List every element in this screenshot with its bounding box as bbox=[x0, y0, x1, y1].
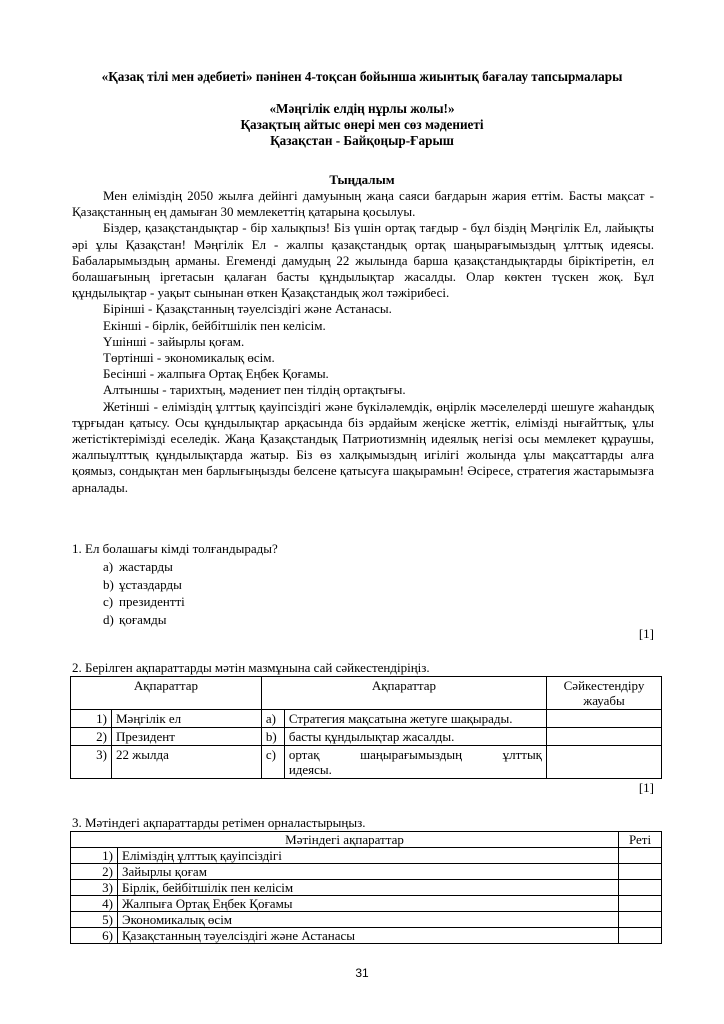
title-line-3: Қазақстан - Байқоңыр-Ғарыш bbox=[270, 133, 454, 148]
option-text: қоғамды bbox=[119, 611, 167, 627]
order-cell[interactable] bbox=[619, 896, 662, 912]
title-line-1: «Мәңгілік елдің нұрлы жолы!» bbox=[269, 101, 455, 116]
value-item-4: Төртінші - экономикалық өсім. bbox=[103, 350, 275, 366]
table-row bbox=[71, 710, 662, 728]
right-item: басты құндылықтар жасалды. bbox=[284, 728, 546, 746]
page-number: 31 bbox=[355, 966, 369, 980]
header-order: Реті bbox=[619, 832, 662, 848]
text-paragraph-1: Мен еліміздің 2050 жылға дейінгі дамуының жаңа саяси бағдарын жария еттім. Басты мақсат - Қазақстанның ең дамыған 30 мемлекеттің қатарына қосылуы. bbox=[72, 188, 654, 220]
option-letter: a) bbox=[103, 559, 114, 574]
answer-cell[interactable] bbox=[547, 710, 662, 728]
option-d[interactable] bbox=[103, 611, 185, 629]
row-number: 3) bbox=[71, 746, 112, 779]
option-text: президентті bbox=[119, 594, 185, 609]
row-text: Бірлік, бейбітшілік пен келісім bbox=[118, 880, 619, 896]
table-header-row bbox=[71, 677, 662, 710]
right-item-line-2: идеясы. bbox=[288, 762, 332, 777]
value-item-2: Екінші - бірлік, бейбітшілік пен келісім. bbox=[103, 317, 326, 333]
row-text: Зайырлы қоғам bbox=[118, 864, 619, 880]
matching-table bbox=[70, 676, 662, 779]
question-2: 2. Берілген ақпараттарды мәтін мазмұнына сай сәйкестендіріңіз. bbox=[72, 660, 430, 675]
option-letter: c) bbox=[103, 594, 114, 609]
row-number: 6) bbox=[71, 928, 118, 944]
row-text: Жалпыға Ортақ Еңбек Қоғамы bbox=[118, 896, 619, 912]
question-3: 3. Мәтіндегі ақпараттарды ретімен орналастырыңыз. bbox=[72, 815, 366, 830]
value-item-1: Бірінші - Қазақстанның тәуелсіздігі және Астанасы. bbox=[103, 301, 392, 317]
order-cell[interactable] bbox=[619, 928, 662, 944]
row-number: 1) bbox=[71, 710, 112, 728]
question-1-score: [1] bbox=[638, 626, 654, 641]
question-1: 1. Ел болашағы кімді толғандырады? bbox=[72, 541, 278, 556]
value-item-6: Алтыншы - тарихтың, мәдениет пен тілдің ортақтығы. bbox=[103, 382, 406, 398]
main-title: «Қазақ тілі мен әдебиеті» пәнінен 4-тоқсан бойынша жиынтық бағалау тапсырмалары bbox=[101, 69, 623, 84]
listening-text bbox=[72, 188, 654, 496]
row-number: 5) bbox=[71, 912, 118, 928]
question-2-score: [1] bbox=[638, 780, 654, 795]
left-item: 22 жылда bbox=[112, 746, 262, 779]
left-item: Президент bbox=[112, 728, 262, 746]
row-letter: b) bbox=[261, 728, 284, 746]
left-item: Мәңгілік ел bbox=[112, 710, 262, 728]
option-a[interactable] bbox=[103, 558, 185, 576]
right-item-line-1: ортақ шаңырағымыздың ұлттық bbox=[288, 747, 542, 762]
option-text: жастарды bbox=[119, 559, 173, 574]
row-text: Еліміздің ұлттық қауіпсіздігі bbox=[118, 848, 619, 864]
option-text: ұстаздарды bbox=[119, 576, 182, 592]
text-paragraph-2: Біздер, қазақстандықтар - бір халықпыз! Біз үшін ортақ тағдыр - бұл біздің Мәңгілік Ел, лайықты әрі ұлы Қазақстан! Мәңгілік Ел - жалпы қазақстандық ортақ шаңырағымыздың ұлттық идеясы. Бабаларымыздың арманы. Егеменді дамудың 22 жылында барша қазақстандықтарды біріктіретін, ел болашағының іргетасын қалаған басты құндылықтар жасалды. Олар көктен түскен жоқ. Бұл құндылықтар - уақыт сынынан өткен Қазақстандық жол тәжірибесі. bbox=[72, 220, 654, 301]
section-title: Тыңдалым bbox=[329, 172, 395, 187]
question-1-options bbox=[103, 558, 185, 628]
order-cell[interactable] bbox=[619, 864, 662, 880]
table-row bbox=[71, 912, 662, 928]
row-text: Экономикалық өсім bbox=[118, 912, 619, 928]
value-item-5: Бесінші - жалпыға Ортақ Еңбек Қоғамы. bbox=[103, 366, 329, 382]
answer-cell[interactable] bbox=[547, 728, 662, 746]
header-answer: Сәйкестендіру жауабы bbox=[547, 677, 662, 710]
order-table bbox=[70, 831, 662, 944]
order-cell[interactable] bbox=[619, 880, 662, 896]
row-number: 3) bbox=[71, 880, 118, 896]
row-letter: c) bbox=[261, 746, 284, 779]
row-letter: a) bbox=[261, 710, 284, 728]
table-row bbox=[71, 928, 662, 944]
table-row bbox=[71, 746, 662, 779]
table-row bbox=[71, 880, 662, 896]
order-cell[interactable] bbox=[619, 912, 662, 928]
right-item bbox=[284, 746, 546, 779]
value-item-3: Үшінші - зайырлы қоғам. bbox=[103, 333, 245, 349]
title-line-2: Қазақтың айтыс өнері мен сөз мәдениеті bbox=[240, 117, 484, 132]
table-row bbox=[71, 864, 662, 880]
row-number: 4) bbox=[71, 896, 118, 912]
row-text: Қазақстанның тәуелсіздігі және Астанасы bbox=[118, 928, 619, 944]
option-letter: d) bbox=[103, 611, 114, 627]
table-header-row bbox=[71, 832, 662, 848]
title-block bbox=[60, 101, 664, 149]
option-c[interactable] bbox=[103, 593, 185, 611]
row-number: 2) bbox=[71, 728, 112, 746]
order-cell[interactable] bbox=[619, 848, 662, 864]
option-b[interactable] bbox=[103, 576, 185, 594]
table-row bbox=[71, 728, 662, 746]
header-info-right: Ақпараттар bbox=[261, 677, 546, 710]
option-letter: b) bbox=[103, 576, 114, 592]
answer-cell[interactable] bbox=[547, 746, 662, 779]
text-paragraph-3: Жетінші - еліміздің ұлттық қауіпсіздігі және бүкіләлемдік, өңірлік мәселелерді шешуге жаһандық тұрғыдан қатысу. Осы құндылықтар арқасында біз әрдайым жеңіске жеттік, елімізді нығайттық, ұлы жетістіктерімізді еселедік. Жаңа Қазақстандық Патриотизмнің идеялық негізі осы мемлекет құраушы, жалпыұлттық құндылықтарда жатыр. Біз өз халқымыздың игілігі жолында ұлы мақсаттарды алға қоямыз, сондықтан мен барлығыңызды белсене қатысуға шақырамын! Әсіресе, стратегия жастарымызға арналады. bbox=[72, 398, 654, 495]
row-number: 2) bbox=[71, 864, 118, 880]
table-row bbox=[71, 896, 662, 912]
header-info: Мәтіндегі ақпараттар bbox=[71, 832, 619, 848]
right-item: Стратегия мақсатына жетуге шақырады. bbox=[284, 710, 546, 728]
row-number: 1) bbox=[71, 848, 118, 864]
header-info-left: Ақпараттар bbox=[71, 677, 262, 710]
table-row bbox=[71, 848, 662, 864]
